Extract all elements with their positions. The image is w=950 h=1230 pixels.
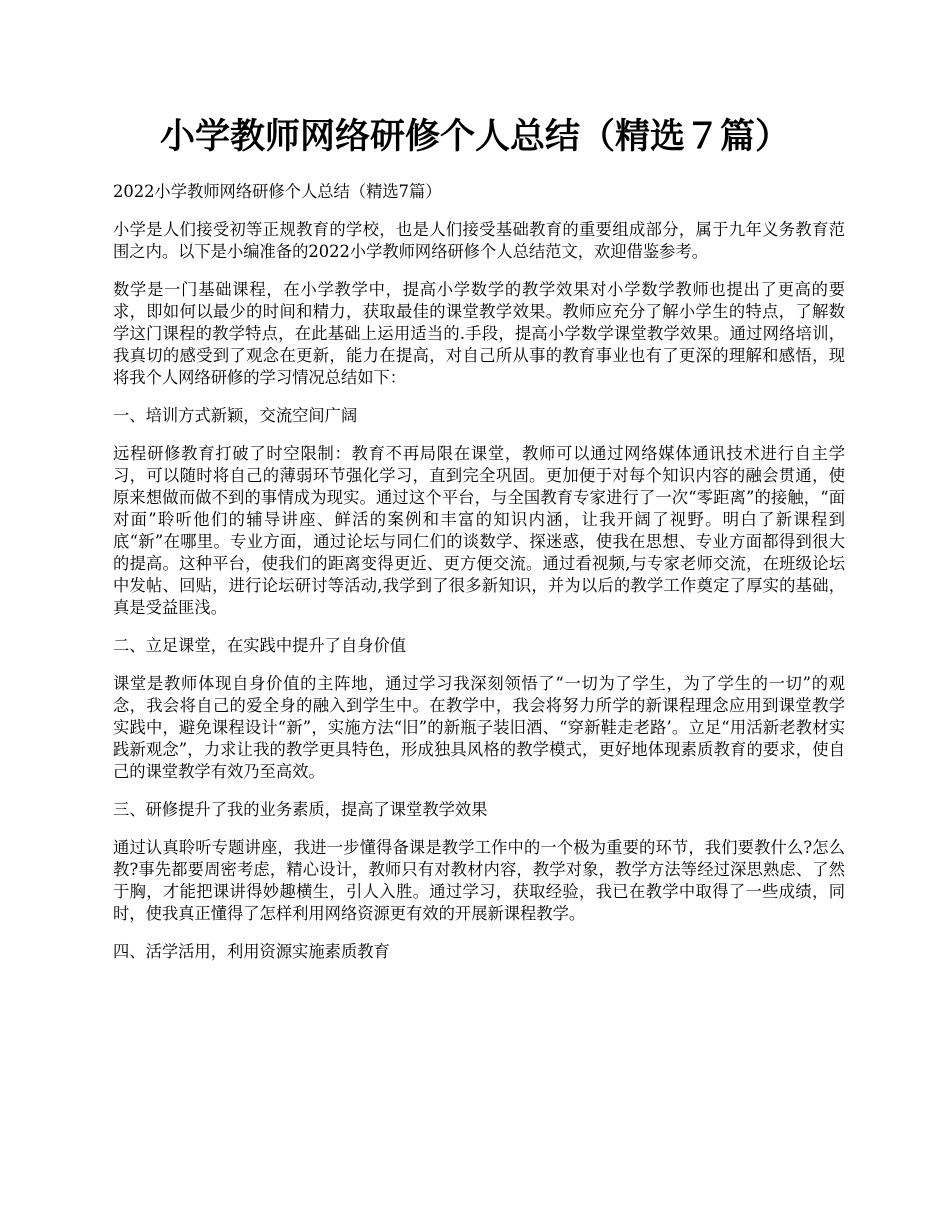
- section-heading: 四、活学活用，利用资源实施素质教育: [113, 942, 390, 961]
- intro-paragraph: 数学是一门基础课程，在小学教学中，提高小学数学的教学效果对小学数学教师也提出了更高的要求，即如何以最少的时间和精力，获取最佳的课堂教学效果。教师应充分了解小学生的特点，了解数学这门课程的教学特点，在此基础上运用适当的.手段，提高小学数学课堂教学效果。通过网络培训，我真切的感受到了观念在更新，能力在提高，对自己所从事的教育事业也有了更深的理解和感悟，现将我个人网络研修的学习情况总结如下：: [113, 280, 845, 387]
- section-text: 课堂是教师体现自身价值的主阵地，通过学习我深刻领悟了“一切为了学生，为了学生的一切”的观念，我会将自己的爱全身的融入到学生中。在教学中，我会将努力所学的新课程理念应用到课堂教学实践中，避免课程设计“新”，实施方法“旧”的新瓶子装旧酒、“穿新鞋走老路’。立足“用活新老教材实践新观念”，力求让我的教学更具特色，形成独具风格的教学模式，更好地体现素质教育的要求，使自己的课堂教学有效乃至高效。: [113, 674, 845, 781]
- document-subtitle: 2022小学教师网络研修个人总结（精选7篇）: [113, 182, 442, 201]
- intro-paragraph: 小学是人们接受初等正规教育的学校，也是人们接受基础教育的重要组成部分，属于九年义务教育范围之内。以下是小编准备的2022小学教师网络研修个人总结范文，欢迎借鉴参考。: [113, 220, 845, 261]
- section-heading: 二、立足课堂，在实践中提升了自身价值: [113, 636, 407, 655]
- document-title: 小学教师网络研修个人总结（精选７篇）: [159, 116, 790, 157]
- section-heading: 一、培训方式新颖，交流空间广阔: [113, 406, 358, 425]
- section-text: 远程研修教育打破了时空限制：教育不再局限在课堂，教师可以通过网络媒体通讯技术进行自主学习，可以随时将自己的薄弱环节强化学习，直到完全巩固。更加便于对每个知识内容的融会贯通，使原来想做而做不到的事情成为现实。通过这个平台，与全国教育专家进行了一次“零距离”的接触，“面对面”聆听他们的辅导讲座、鲜活的案例和丰富的知识内涵，让我开阔了视野。明白了新课程到底“新”在哪里。专业方面，通过论坛与同仁们的谈数学、探迷惑，使我在思想、专业方面都得到很大的提高。这种平台，使我们的距离变得更近、更方便交流。通过看视频,与专家老师交流，在班级论坛中发帖、回贴，进行论坛研讨等活动,我学到了很多新知识，并为以后的教学工作奠定了厚实的基础，真是受益匪浅。: [113, 444, 845, 617]
- document-body: [113, 181, 845, 979]
- section-heading: 三、研修提升了我的业务素质，提高了课堂教学效果: [113, 800, 488, 819]
- section-text: 通过认真聆听专题讲座，我进一步懂得备课是教学工作中的一个极为重要的环节，我们要教什么?怎么教?事先都要周密考虑，精心设计，教师只有对教材内容，教学对象，教学方法等经过深思熟虑、了然于胸，才能把课讲得妙趣横生，引人入胜。通过学习，获取经验，我已在教学中取得了一些成绩，同时，使我真正懂得了怎样利用网络资源更有效的开展新课程教学。: [113, 838, 845, 923]
